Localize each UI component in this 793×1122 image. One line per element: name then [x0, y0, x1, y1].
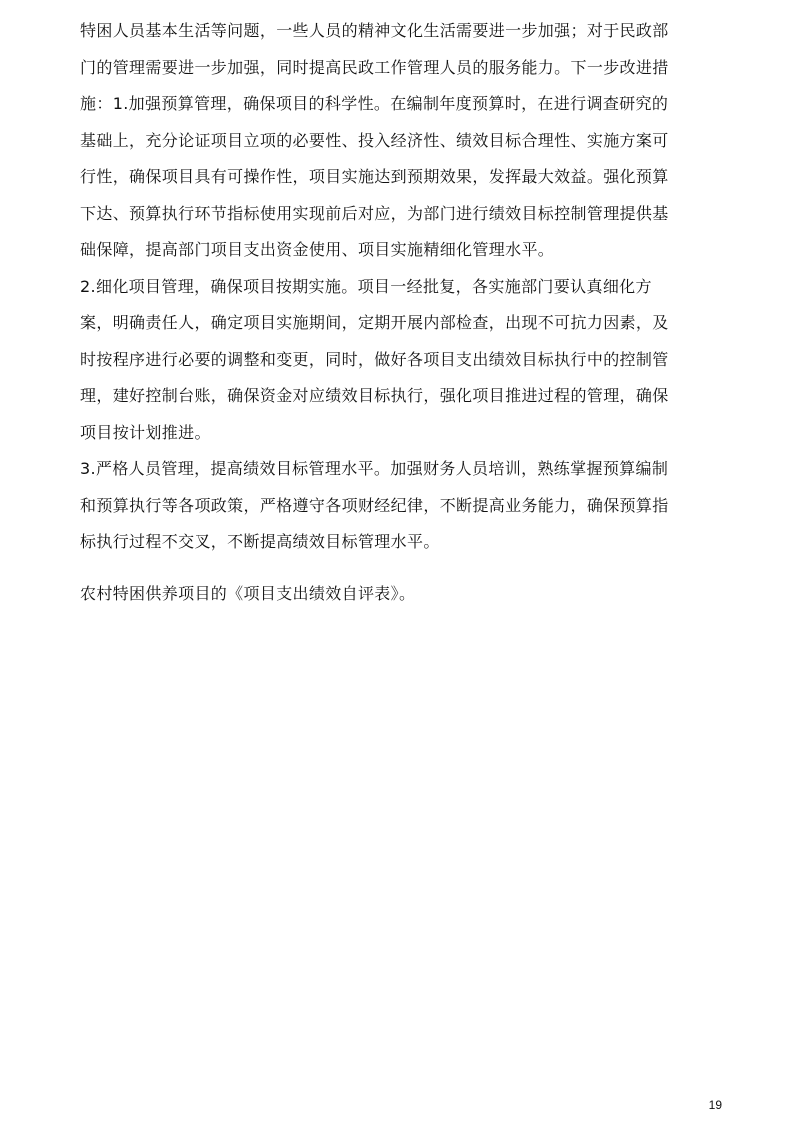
text-line: 项目按计划推进。: [80, 422, 211, 442]
paragraph-personnel-management: [80, 451, 720, 561]
text-line: 施：1.加强预算管理，确保项目的科学性。在编制年度预算时，在进行调查研究的: [80, 94, 669, 113]
paragraph-improvement-measures: [80, 13, 720, 269]
text-line: 特困人员基本生活等问题，一些人员的精神文化生活需要进一步加强；对于民政部: [80, 21, 669, 40]
text-line: 基础上，充分论证项目立项的必要性、投入经济性、绩效目标合理性、实施方案可: [80, 130, 669, 150]
text-line: 3.严格人员管理，提高绩效目标管理水平。加强财务人员培训，熟练掌握预算编制: [80, 459, 669, 478]
text-line: 行性，确保项目具有可操作性，项目实施达到预期效果，发挥最大效益。强化预算: [80, 167, 669, 186]
text-line: 案，明确责任人，确定项目实施期间，定期开展内部检查，出现不可抗力因素，及: [80, 313, 669, 332]
page-number: 19: [708, 1098, 722, 1112]
text-line: 门的管理需要进一步加强，同时提高民政工作管理人员的服务能力。下一步改进措: [80, 57, 669, 77]
text-line: 础保障，提高部门项目支出资金使用、项目实施精细化管理水平。: [80, 240, 555, 259]
text-line: 时按程序进行必要的调整和变更，同时，做好各项目支出绩效目标执行中的控制管: [80, 349, 669, 369]
text-line: 2.细化项目管理，确保项目按期实施。项目一经批复，各实施部门要认真细化方: [80, 276, 652, 296]
paragraph-project-management: [80, 269, 720, 452]
text-line: 理，建好控制台账，确保资金对应绩效目标执行，强化项目推进过程的管理，确保: [80, 386, 669, 405]
text-line: 下达、预算执行环节指标使用实现前后对应，为部门进行绩效目标控制管理提供基: [80, 203, 669, 223]
document-body: [80, 13, 720, 612]
text-line: 农村特困供养项目的《项目支出绩效自评表》。: [80, 583, 416, 603]
paragraph-self-evaluation-reference: [80, 576, 720, 613]
text-line: 标执行过程不交叉，不断提高绩效目标管理水平。: [80, 532, 440, 551]
text-line: 和预算执行等各项政策，严格遵守各项财经纪律，不断提高业务能力，确保预算指: [80, 495, 669, 515]
